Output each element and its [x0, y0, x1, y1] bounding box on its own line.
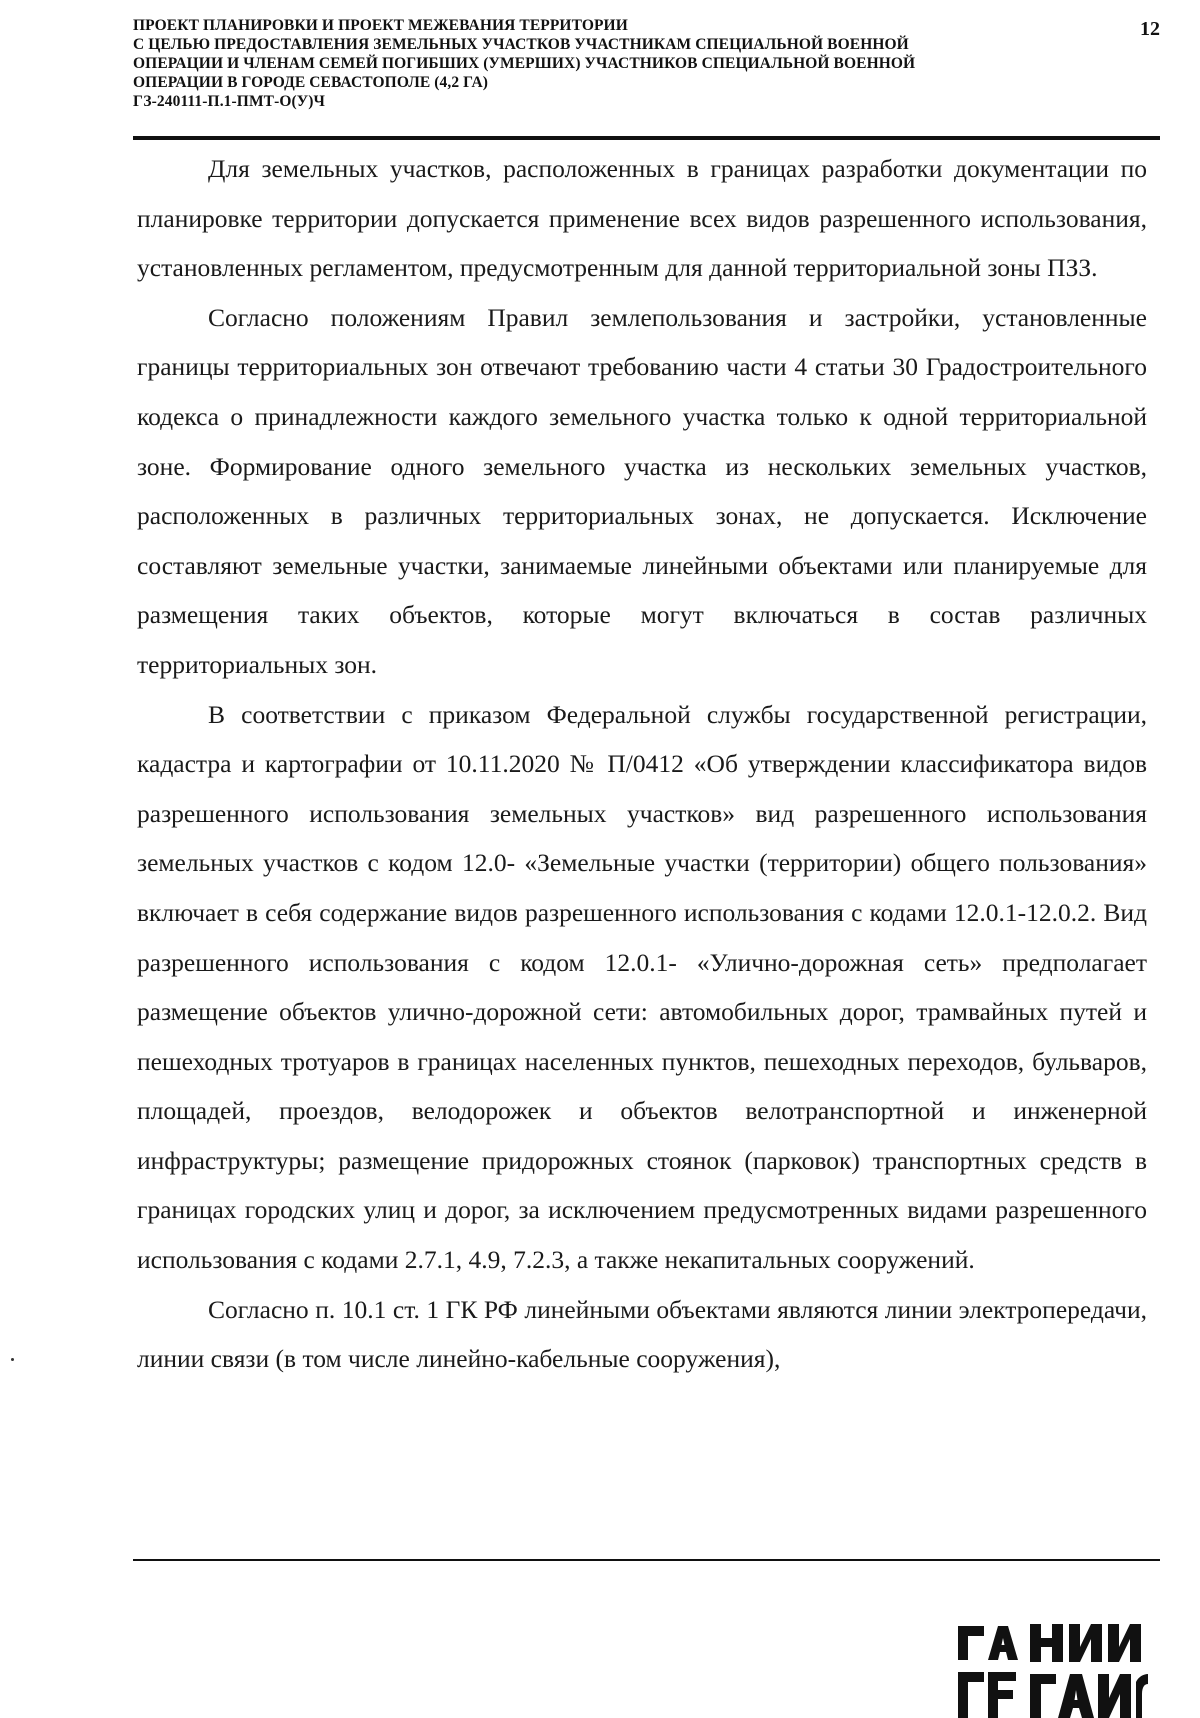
scan-speck	[11, 1358, 14, 1361]
paragraph-4: Согласно п. 10.1 ст. 1 ГК РФ линейными объектами являются линии электропередачи, линии связи (в том числе линейно-кабельные сооружения),	[137, 1294, 1147, 1374]
document-header	[133, 16, 1093, 111]
footer-divider	[133, 1559, 1160, 1561]
paragraph-1: Для земельных участков, расположенных в границах разработки документации по планировке территории допускается применение всех видов разрешенного использования, установленных регламентом, предусмотренным для данной территориальной зоны ПЗЗ.	[137, 154, 1147, 283]
company-logo	[958, 1616, 1148, 1718]
paragraph-3: В соответствии с приказом Федеральной службы государственной регистрации, кадастра и картографии от 10.11.2020 № П/0412 «Об утверждении классификатора видов разрешенного использования земельных участков» вид разрешенного использования земельных участков с кодом 12.0- «Земельные участки (территории) общего пользования» включает в себя содержание видов разрешенного использования с кодами 12.0.1-12.0.2. Вид разрешенного использования с кодом 12.0.1- «Улично-дорожная сеть» предполагает размещение объектов улично-дорожной сети: автомобильных дорог, трамвайных путей и пешеходных тротуаров в границах населенных пунктов, пешеходных переходов, бульваров, площадей, проездов, велодорожек и объектов велотранспортной и инженерной инфраструктуры; размещение придорожных стоянок (парковок) транспортных средств в границах городских улиц и дорог, за исключением предусмотренных видами разрешенного использования с кодами 2.7.1, 4.9, 7.2.3, а также некапитальных сооружений.	[137, 699, 1147, 1275]
header-divider	[133, 136, 1160, 140]
header-line-3: ОПЕРАЦИИ И ЧЛЕНАМ СЕМЕЙ ПОГИБШИХ (УМЕРШИХ) УЧАСТНИКОВ СПЕЦИАЛЬНОЙ ВОЕННОЙ	[133, 55, 916, 72]
header-line-2: С ЦЕЛЬЮ ПРЕДОСТАВЛЕНИЯ ЗЕМЕЛЬНЫХ УЧАСТКОВ УЧАСТНИКАМ СПЕЦИАЛЬНОЙ ВОЕННОЙ	[133, 36, 909, 53]
header-line-1: ПРОЕКТ ПЛАНИРОВКИ И ПРОЕКТ МЕЖЕВАНИЯ ТЕРРИТОРИИ	[133, 17, 628, 34]
document-code: ГЗ-240111-П.1-ПМТ-О(У)Ч	[133, 93, 326, 110]
document-body	[137, 144, 1147, 1384]
page-number: 12	[1140, 18, 1160, 40]
paragraph-2: Согласно положениям Правил землепользования и застройки, установленные границы территориальных зон отвечают требованию части 4 статьи 30 Градостроительного кодекса о принадлежности каждого земельного участка только к одной территориальной зоне. Формирование одного земельного участка из нескольких земельных участков, расположенных в различных территориальных зонах, не допускается. Исключение составляют земельные участки, занимаемые линейными объектами или планируемые для размещения таких объектов, которые могут включаться в состав различных территориальных зон.	[137, 302, 1147, 679]
header-line-4: ОПЕРАЦИИ В ГОРОДЕ СЕВАСТОПОЛЕ (4,2 ГА)	[133, 74, 489, 91]
